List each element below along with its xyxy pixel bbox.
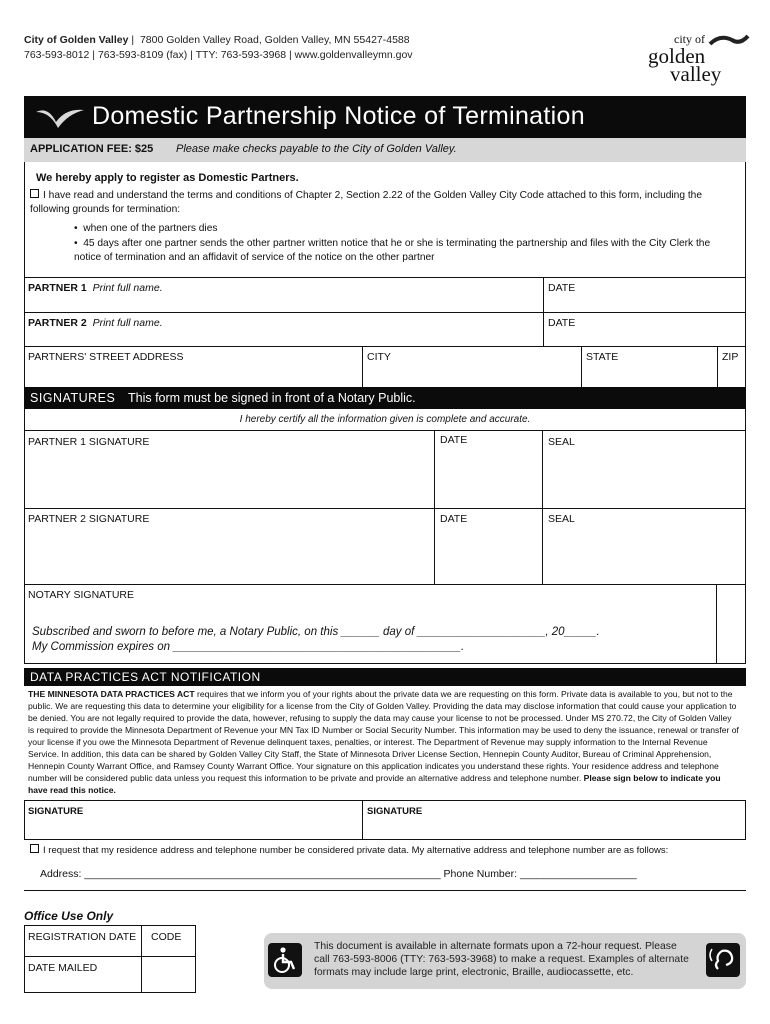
partner1-name-field[interactable]: [28, 282, 163, 294]
divider: [717, 346, 718, 387]
logo-line1: city of: [674, 32, 705, 46]
divider: [24, 430, 746, 431]
notary-signature-field[interactable]: NOTARY SIGNATURE: [28, 589, 134, 601]
ack-signature-field-2[interactable]: SIGNATURE: [367, 806, 423, 817]
divider: [543, 277, 544, 346]
partner1-sig-date-field[interactable]: DATE: [440, 434, 468, 446]
partner2-sig-date-field[interactable]: DATE: [440, 513, 468, 525]
partner2-seal-field[interactable]: SEAL: [548, 513, 575, 525]
header-contact-line: 763-593-8012 | 763-593-8109 (fax) | TTY: 763-593-3968 | www.goldenvalleymn.gov: [24, 49, 413, 61]
ground-text-1: when one of the partners dies: [83, 223, 218, 234]
city-logo: [640, 30, 752, 88]
partner1-signature-field[interactable]: PARTNER 1 SIGNATURE: [28, 436, 150, 448]
accessibility-notice: [264, 933, 746, 989]
terms-text: I have read and understand the terms and conditions of Chapter 2, Section 2.22 of the Golden Valley City Code attached to this form, including the following grounds for termination:: [30, 190, 703, 215]
alternate-address-phone-field[interactable]: Address: _____________________________________________________________ Phone Number: ____________________: [40, 868, 637, 880]
divider: [362, 800, 363, 840]
private-data-request: [30, 844, 668, 856]
ground-item-2: • 45 days after one partner sends the other partner written notice that he or she is terminating the partnership and files with the City Clerk the notice of termination and an affidavit of service of the notice on the other partner: [74, 238, 711, 263]
logo-line3: valley: [670, 62, 722, 86]
office-use-heading: Office Use Only: [24, 909, 114, 923]
divider: [24, 346, 746, 347]
data-practices-heading: DATA PRACTICES ACT NOTIFICATION: [30, 670, 261, 684]
hearing-assist-icon: [706, 943, 740, 977]
divider: [716, 584, 717, 664]
ground-text-2: 45 days after one partner sends the other partner written notice that he or she is terminating the partnership and files with the City Clerk the notice of termination and an affidavit of service of the notice on the other partner: [74, 238, 711, 263]
ground-item-1: • when one of the partners dies: [74, 223, 218, 234]
signatures-heading: SIGNATURES: [30, 391, 116, 405]
commission-statement: My Commission expires on _____________________________________________.: [32, 641, 465, 653]
org-address: 7800 Golden Valley Road, Golden Valley, MN 55427-4588: [139, 34, 410, 46]
private-data-checkbox[interactable]: [30, 844, 39, 853]
partner2-hint: Print full name.: [92, 317, 163, 329]
divider: [24, 312, 746, 313]
city-field[interactable]: CITY: [367, 351, 391, 363]
divider: [24, 956, 196, 957]
divider: [581, 346, 582, 387]
partner2-name-field[interactable]: [28, 317, 163, 329]
header-address-line: City of Golden Valley | 7800 Golden Valley Road, Golden Valley, MN 55427-4588: [24, 34, 410, 46]
divider: [141, 925, 142, 993]
signatures-bar: [24, 387, 746, 409]
fee-note: Please make checks payable to the City of Golden Valley.: [176, 143, 457, 155]
divider: [24, 508, 746, 509]
apply-heading: We hereby apply to register as Domestic Partners.: [36, 172, 299, 184]
certify-statement: I hereby certify all the information given is complete and accurate.: [239, 414, 531, 425]
registration-date-field[interactable]: REGISTRATION DATE: [28, 931, 137, 943]
swoosh-icon: [34, 104, 86, 130]
fee-label: APPLICATION FEE: $25: [30, 143, 154, 155]
terms-statement: [30, 189, 740, 217]
data-practices-bar: [24, 668, 746, 686]
street-address-field[interactable]: PARTNERS' STREET ADDRESS: [28, 351, 184, 363]
data-practices-body: requires that we inform you of your rights about the private data we are requesting on this form. Private data is available to you, but not to the public. We are requesting this data to determine your eligibility for a license from the City of Golden Valley. Providing the data may disclose information that could cause your application to be denied. You are not legally required to provide the data, however, refusing to supply the data may cause your license to not be processed. Under MS 270.72, the City of Golden Valley is required to provide the Minnesota Department of Revenue your MN Tax ID Number or Social Security Number. This information may be used to deny the issuance, renewal or transfer of your license if you owe the Minnesota Department of Revenue delinquent taxes, penalties, or interest. The Department of Revenue may supply information to the Internal Revenue Service. In addition, this data can be shared by Golden Valley City Staff, the State of Minnesota Driver License Section, Hennepin County Auditor, Bureau of Criminal Apprehension, Hennepin County Warrant Office, and Ramsey County Warrant Office. Your signature on this application indicates you understand these rights. Your residence address and telephone number will be considered public data unless you request this information to be private and provide an alternative address and telephone number.: [28, 689, 739, 783]
private-data-text: I request that my residence address and telephone number be considered private data. My alternative address and telephone number are as follows:: [43, 845, 669, 856]
data-practices-lead: THE MINNESOTA DATA PRACTICES ACT: [28, 689, 195, 699]
partner2-date-field[interactable]: DATE: [548, 317, 576, 329]
wheelchair-icon: [268, 943, 302, 977]
page-title: Domestic Partnership Notice of Termination: [92, 102, 585, 130]
divider: [24, 277, 746, 278]
signatures-note: This form must be signed in front of a Notary Public.: [128, 391, 416, 405]
partner2-label: PARTNER 2: [28, 317, 87, 329]
fee-bar: [24, 138, 746, 162]
partner1-label: PARTNER 1: [28, 282, 87, 294]
accessibility-text: This document is available in alternate formats upon a 72-hour request. Please call 763-593-8006 (TTY: 763-593-3968) to make a request. Examples of alternate formats may include large print, electronic, Braille, audiocassette, etc.: [314, 941, 689, 978]
logo-line2: golden: [648, 44, 706, 68]
ack-signature-field-1[interactable]: SIGNATURE: [28, 806, 84, 817]
partner1-seal-field[interactable]: SEAL: [548, 436, 575, 448]
divider: [434, 430, 435, 584]
org-name: City of Golden Valley: [24, 34, 129, 46]
title-bar: [24, 96, 746, 138]
terms-checkbox[interactable]: [30, 189, 39, 198]
code-field[interactable]: CODE: [151, 931, 182, 943]
data-practices-closing: Please sign below to indicate you have read this notice.: [28, 773, 721, 795]
divider: [24, 890, 746, 891]
state-field[interactable]: STATE: [586, 351, 619, 363]
partner1-date-field[interactable]: DATE: [548, 282, 576, 294]
partner1-hint: Print full name.: [92, 282, 163, 294]
divider: [24, 584, 746, 585]
zip-field[interactable]: ZIP: [722, 351, 739, 363]
date-mailed-field[interactable]: DATE MAILED: [28, 962, 98, 974]
divider: [362, 346, 363, 387]
partner2-signature-field[interactable]: PARTNER 2 SIGNATURE: [28, 513, 150, 525]
data-practices-text: [28, 688, 740, 796]
sworn-statement: Subscribed and sworn to before me, a Notary Public, on this ______ day of ____________________, 20_____.: [32, 626, 600, 638]
divider: [542, 430, 543, 584]
